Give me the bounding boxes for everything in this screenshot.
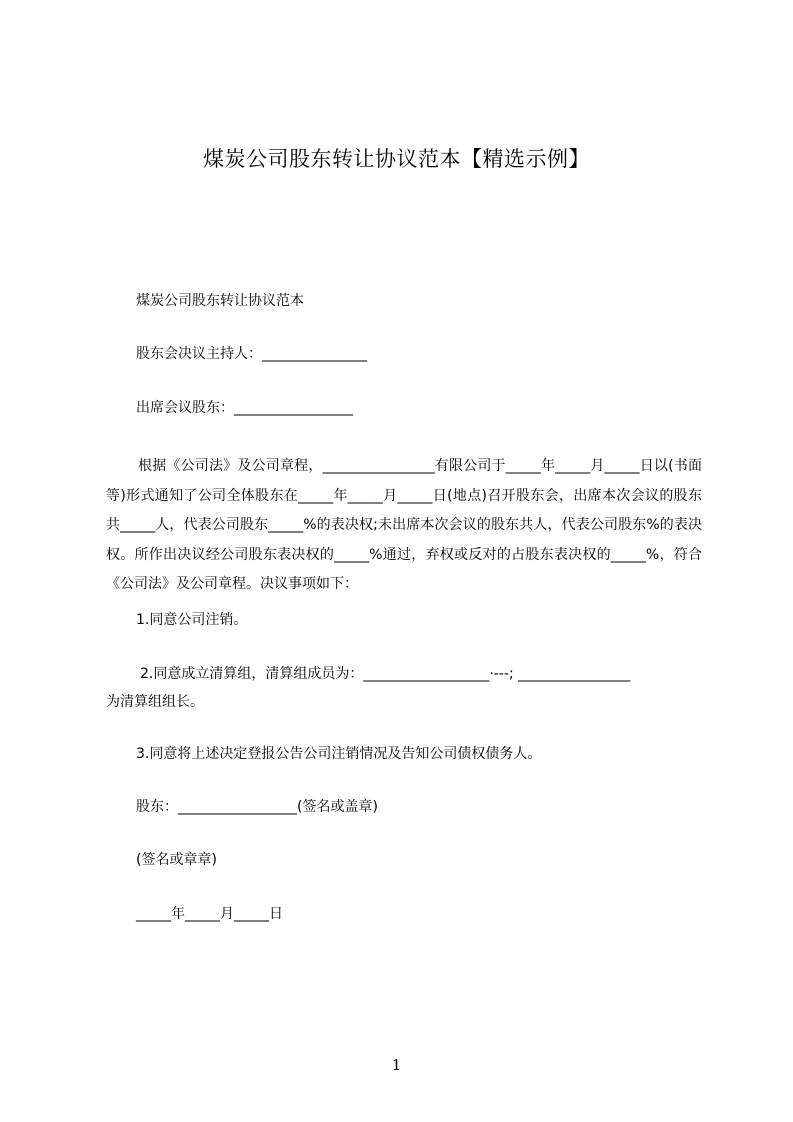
- date-line: _____年_____月_____日: [136, 906, 283, 922]
- item-2-line-1: 2.同意成立清算组，清算组成员为：__________________·---; ________________: [140, 666, 631, 682]
- item-3: 3.同意将上述决定登报公告公司注销情况及告知公司债权债务人。: [136, 746, 542, 762]
- shareholder-signature-line: 股东：_________________(签名或盖章): [136, 799, 378, 815]
- item-2-line-2: 为清算组组长。: [106, 694, 204, 710]
- document-title: 煤炭公司股东转让协议范本【精选示例】: [203, 147, 590, 171]
- item-1: 1.同意公司注销。: [136, 612, 248, 628]
- page-number: 1: [391, 1056, 402, 1074]
- main-paragraph: 根据《公司法》及公司章程，________________有限公司于_____年_____月_____日以(书面等)形式通知了公司全体股东在_____年_____月_____日(地点)召开股东会，出席本次会议的股东共_____人，代表公司股东_____%的表决权;未出席本次会议的股东共人，代表公司股东%的表决权。所作出决议经公司股东表决权的_____%通过，弃权或反对的占股东表决权的_____%，符合《公司法》及公司章程。决议事项如下：: [106, 458, 702, 593]
- signature-note: (签名或章章): [136, 852, 217, 868]
- host-line: 股东会决议主持人：_______________: [136, 346, 367, 362]
- attendees-line: 出席会议股东：_________________: [136, 400, 353, 416]
- document-subtitle: 煤炭公司股东转让协议范本: [136, 293, 304, 309]
